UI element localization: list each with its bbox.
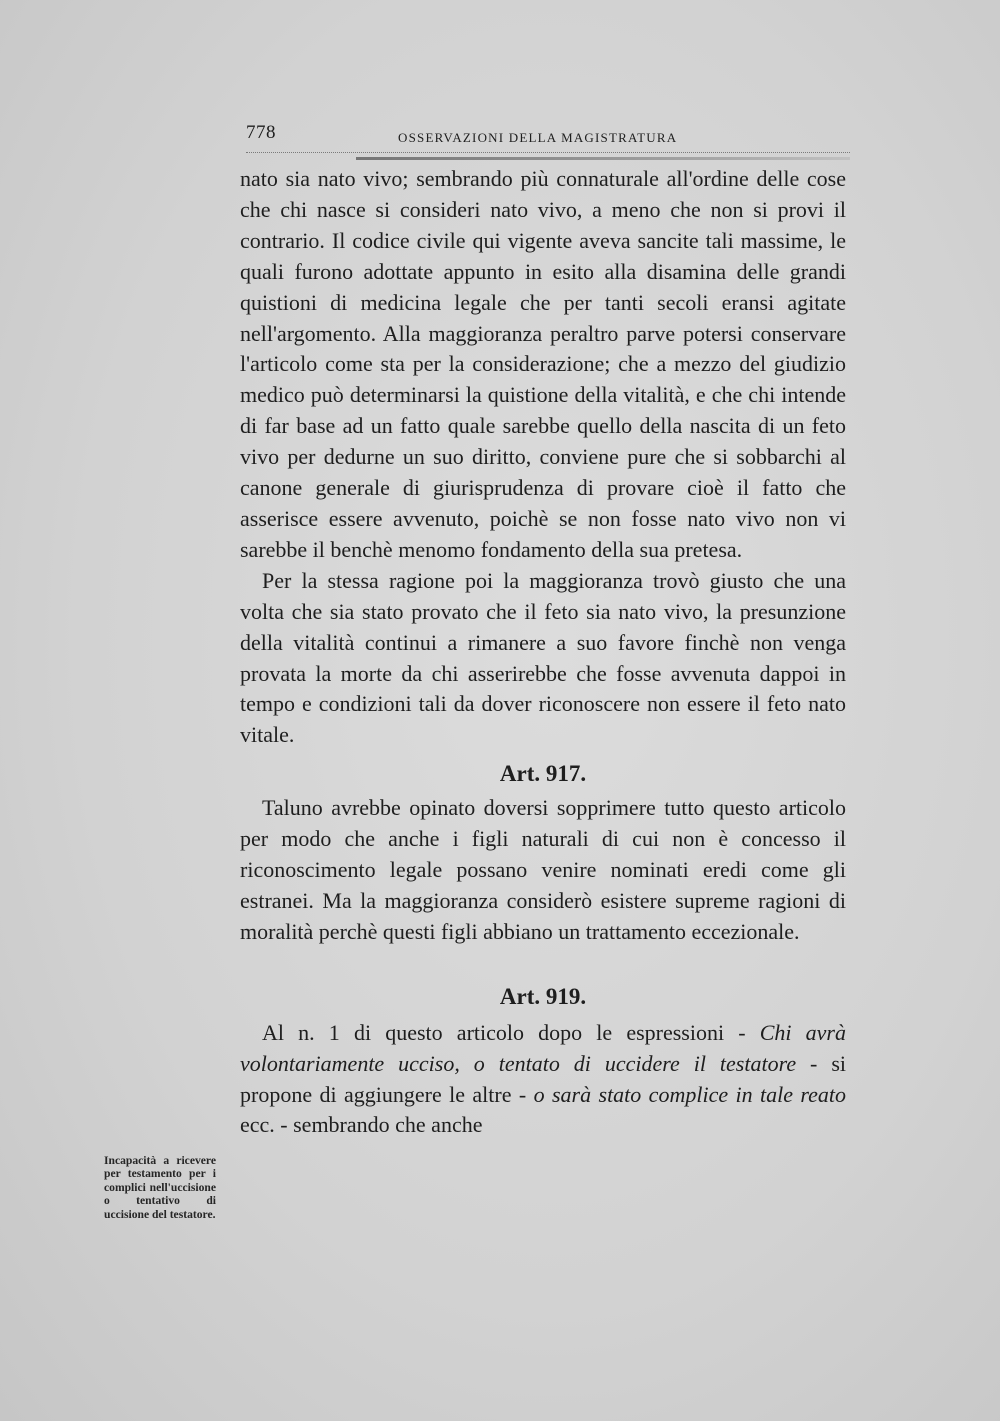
paragraph: Taluno avrebbe opinato doversi sopprimere tutto questo articolo per modo che anche i figli naturali di cui non è concesso il riconoscimento legale possano venire nominati eredi come gli estranei. Ma la maggioranza considerò esistere supreme ragioni di moralità perchè questi figli abbiano un trattamento eccezionale. — [240, 795, 846, 944]
paragraph-art-919 — [240, 1018, 846, 1142]
text-run: Al n. 1 di questo articolo dopo le espressioni - — [262, 1019, 760, 1045]
text-run: - si propone di aggiungere le altre - — [240, 1050, 846, 1107]
running-header — [246, 118, 850, 153]
italic-quote: o sarà stato complice in tale reato — [533, 1081, 846, 1107]
article-heading-917: Art. 917. — [499, 761, 587, 787]
body-text — [240, 164, 846, 1141]
header-rule — [356, 157, 850, 160]
marginal-note: Incapacità a ricevere per testamento per i complici nell'uccisione o tentativo di uccisione del testatore. — [104, 1154, 216, 1221]
running-title: OSSERVAZIONI DELLA MAGISTRATURA — [398, 130, 678, 145]
italic-quote: Chi avrà volontariamente ucciso, o tentato di uccidere il testatore — [240, 1019, 846, 1076]
paragraph-continued: nato sia nato vivo; sembrando più connaturale all'ordine delle cose che chi nasce si consideri nato vivo, a meno che non si provi il contrario. Il codice civile qui vigente aveva sancite tali massime, le quali furono adottate appunto in esito alla disamina delle grandi quistioni di medicina legale che per tanti secoli eransi agitate nell'argomento. Alla maggioranza peraltro parve potersi conservare l'articolo come sta per la considerazione; che a mezzo del giudizio medico può determinarsi la quistione della vitalità, e che chi intende di far base ad un fatto quale sarebbe quello della nascita di un feto vivo per dedurne un suo diritto, conviene pure che si sobbarchi al canone generale di giurisprudenza di provare cioè il fatto che asserisce essere avvenuto, poichè se non fosse nato vivo non vi sarebbe il benchè menomo fondamento della sua pretesa. — [240, 166, 846, 562]
article-heading-919: Art. 919. — [499, 983, 587, 1009]
page-number: 778 — [246, 122, 276, 143]
text-run: ecc. - sembrando che anche — [240, 1112, 483, 1138]
paragraph: Per la stessa ragione poi la maggioranza trovò giusto che una volta che sia stato provato che il feto sia nato vivo, la presunzione della vitalità continui a rimanere a suo favore finchè non venga provata la morte da chi asserirebbe che fosse avvenuta dappoi in tempo e condizioni tali da dover riconoscere non essere il feto nato vitale. — [240, 567, 846, 748]
